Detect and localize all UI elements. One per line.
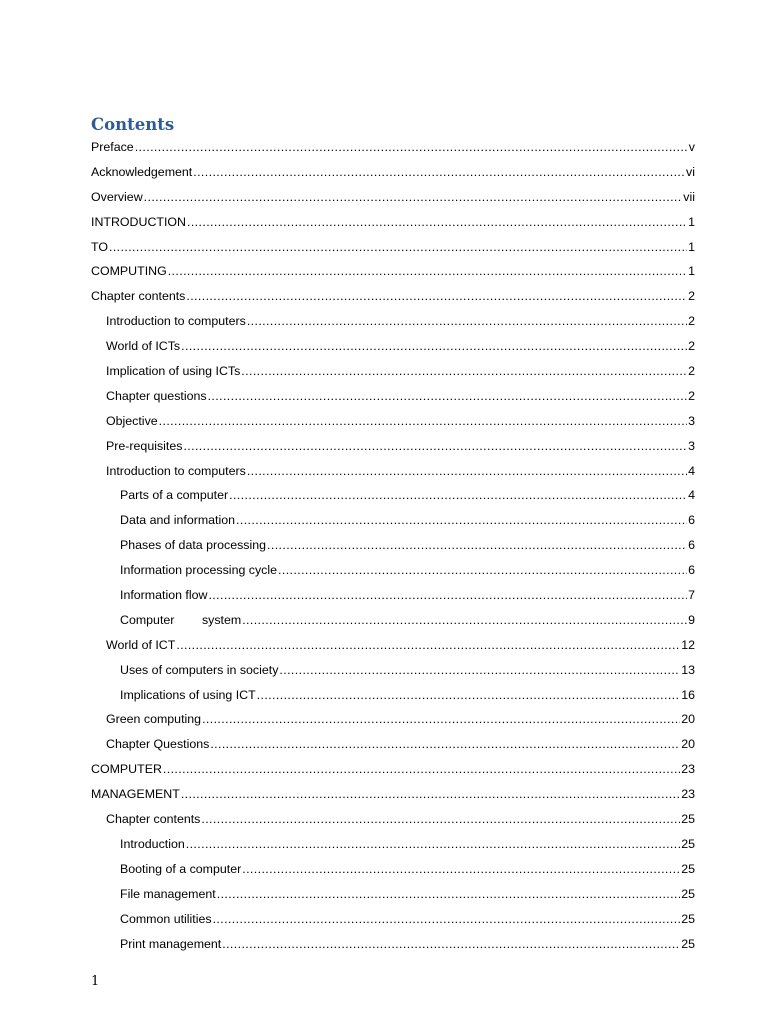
- toc-entry-page-number: 1: [688, 264, 695, 279]
- toc-entry-title: Data and information: [120, 513, 236, 528]
- dot-leader: [242, 859, 680, 879]
- toc-entry-title: World of ICTs: [106, 339, 181, 354]
- toc-entry[interactable]: [91, 311, 695, 336]
- toc-entry-page-number: 9: [688, 612, 695, 627]
- toc-entry-title: Introduction to computers: [106, 463, 246, 478]
- toc-entry[interactable]: [91, 286, 695, 311]
- toc-entry-title: Common utilities: [120, 911, 212, 926]
- toc-entry-page-number: 3: [688, 438, 695, 453]
- dot-leader: [144, 187, 683, 207]
- toc-entry-page-number: 2: [688, 289, 695, 304]
- toc-entry[interactable]: [91, 934, 695, 959]
- toc-entry[interactable]: [91, 585, 695, 610]
- dot-leader: [109, 237, 687, 257]
- toc-entry-title: Print management: [120, 936, 222, 951]
- toc-entry[interactable]: [91, 212, 695, 237]
- toc-entry-title: Green computing: [106, 712, 202, 727]
- toc-entry-page-number: 4: [688, 463, 695, 478]
- toc-entry[interactable]: [91, 436, 695, 461]
- dot-leader: [176, 635, 680, 655]
- toc-entry-page-number: 4: [688, 488, 695, 503]
- toc-entry-page-number: 25: [681, 886, 695, 901]
- toc-entry-page-number: 6: [688, 563, 695, 578]
- dot-leader: [159, 411, 687, 431]
- toc-entry-title: Preface: [91, 140, 134, 154]
- toc-entry[interactable]: [91, 884, 695, 909]
- toc-entry[interactable]: [91, 336, 695, 361]
- dot-leader: [210, 734, 680, 754]
- dot-leader: [247, 311, 687, 331]
- toc-entry-page-number: 23: [681, 787, 695, 802]
- toc-entry-page-number: 16: [681, 687, 695, 702]
- toc-entry-title: Phases of data processing: [120, 538, 267, 553]
- toc-entry-page-number: v: [688, 140, 695, 154]
- toc-entry[interactable]: [91, 560, 695, 585]
- toc-entry[interactable]: [91, 162, 695, 187]
- toc-entry[interactable]: [91, 386, 695, 411]
- dot-leader: [229, 485, 687, 505]
- toc-entry-title: TO: [91, 239, 108, 254]
- toc-entry-page-number: 20: [681, 737, 695, 752]
- page-number: 1: [91, 974, 100, 989]
- toc-entry[interactable]: [91, 411, 695, 436]
- dot-leader: [168, 261, 687, 281]
- toc-entry[interactable]: [91, 461, 695, 486]
- toc-entry[interactable]: [91, 237, 695, 262]
- dot-leader: [217, 884, 680, 904]
- toc-entry[interactable]: [91, 610, 695, 635]
- toc-entry-title: Information processing cycle: [120, 563, 278, 578]
- toc-entry-page-number: 2: [688, 388, 695, 403]
- dot-leader: [278, 560, 687, 580]
- dot-leader: [181, 784, 680, 804]
- toc-entry-page-number: 1: [688, 214, 695, 229]
- dot-leader: [186, 834, 680, 854]
- toc-entry-title: Objective: [106, 413, 158, 428]
- toc-entry-page-number: 25: [681, 861, 695, 876]
- toc-entry-page-number: 6: [688, 513, 695, 528]
- toc-entry-page-number: 3: [688, 413, 695, 428]
- toc-entry-title: File management: [120, 886, 216, 901]
- toc-entry-title: Booting of a computer: [120, 861, 242, 876]
- dot-leader: [222, 934, 680, 954]
- dot-leader: [236, 510, 687, 530]
- dot-leader: [202, 709, 680, 729]
- toc-entry-page-number: 7: [688, 588, 695, 603]
- dot-leader: [163, 759, 680, 779]
- toc-entry[interactable]: [91, 784, 695, 809]
- toc-entry[interactable]: [91, 535, 695, 560]
- toc-entry[interactable]: [91, 635, 695, 660]
- toc-entry-title: MANAGEMENT: [91, 787, 180, 802]
- toc-entry-page-number: 23: [681, 762, 695, 777]
- toc-entry-page-number: 25: [681, 812, 695, 827]
- toc-entry-title: Chapter contents: [91, 289, 186, 304]
- dot-leader: [208, 585, 687, 605]
- toc-entry-title: Pre-requisites: [106, 438, 183, 453]
- toc-entry-page-number: 6: [688, 538, 695, 553]
- toc-entry-title: INTRODUCTION: [91, 214, 186, 229]
- toc-entry-page-number: 2: [688, 364, 695, 379]
- toc-entry[interactable]: [91, 361, 695, 386]
- toc-entry-page-number: 25: [681, 936, 695, 951]
- toc-entry-page-number: vi: [686, 164, 695, 179]
- toc-entry[interactable]: [91, 759, 695, 784]
- dot-leader: [135, 137, 688, 157]
- table-of-contents: [91, 137, 695, 958]
- toc-entry-page-number: 25: [681, 836, 695, 851]
- dot-leader: [186, 286, 687, 306]
- dot-leader: [267, 535, 687, 555]
- toc-entry[interactable]: [91, 834, 695, 859]
- dot-leader: [213, 909, 681, 929]
- toc-entry-title: Parts of a computer: [120, 488, 229, 503]
- toc-entry-title: Introduction to computers: [106, 314, 246, 329]
- toc-entry-title: Overview: [91, 189, 143, 204]
- toc-entry[interactable]: [91, 485, 695, 510]
- toc-entry[interactable]: [91, 510, 695, 535]
- toc-entry-page-number: 12: [681, 637, 695, 652]
- dot-leader: [257, 685, 681, 705]
- toc-entry[interactable]: [91, 660, 695, 685]
- dot-leader: [242, 610, 687, 630]
- toc-entry-title: Chapter contents: [106, 812, 201, 827]
- toc-entry-page-number: 1: [688, 239, 695, 254]
- dot-leader: [247, 461, 687, 481]
- dot-leader: [279, 660, 680, 680]
- toc-entry-page-number: 2: [688, 339, 695, 354]
- dot-leader: [187, 212, 687, 232]
- toc-entry-title: Computer system: [120, 612, 242, 627]
- toc-entry[interactable]: [91, 809, 695, 834]
- contents-heading: Contents: [91, 115, 175, 134]
- toc-entry[interactable]: [91, 859, 695, 884]
- toc-entry[interactable]: [91, 709, 695, 734]
- toc-entry-page-number: vii: [683, 189, 695, 204]
- toc-entry-title: Implication of using ICTs: [106, 364, 241, 379]
- toc-entry-title: COMPUTING: [91, 264, 167, 279]
- toc-entry[interactable]: [91, 909, 695, 934]
- dot-leader: [208, 386, 688, 406]
- toc-entry-title: Acknowledgement: [91, 164, 193, 179]
- toc-entry[interactable]: [91, 734, 695, 759]
- dot-leader: [241, 361, 687, 381]
- toc-entry-title: Information flow: [120, 588, 208, 603]
- toc-entry-title: Uses of computers in society: [120, 662, 279, 677]
- dot-leader: [193, 162, 685, 182]
- toc-entry-title: World of ICT: [106, 637, 176, 652]
- toc-entry-title: Chapter questions: [106, 388, 207, 403]
- toc-entry[interactable]: [91, 137, 695, 162]
- toc-entry-title: Chapter Questions: [106, 737, 210, 752]
- dot-leader: [181, 336, 687, 356]
- toc-entry-page-number: 13: [681, 662, 695, 677]
- dot-leader: [183, 436, 687, 456]
- toc-entry-title: Implications of using ICT: [120, 687, 256, 702]
- toc-entry[interactable]: [91, 261, 695, 286]
- toc-entry-title: COMPUTER: [91, 762, 162, 777]
- toc-entry-title: Introduction: [120, 836, 185, 851]
- toc-entry[interactable]: [91, 187, 695, 212]
- toc-entry[interactable]: [91, 685, 695, 710]
- toc-entry-page-number: 25: [681, 911, 695, 926]
- toc-entry-page-number: 20: [681, 712, 695, 727]
- toc-entry-page-number: 2: [688, 314, 695, 329]
- dot-leader: [201, 809, 680, 829]
